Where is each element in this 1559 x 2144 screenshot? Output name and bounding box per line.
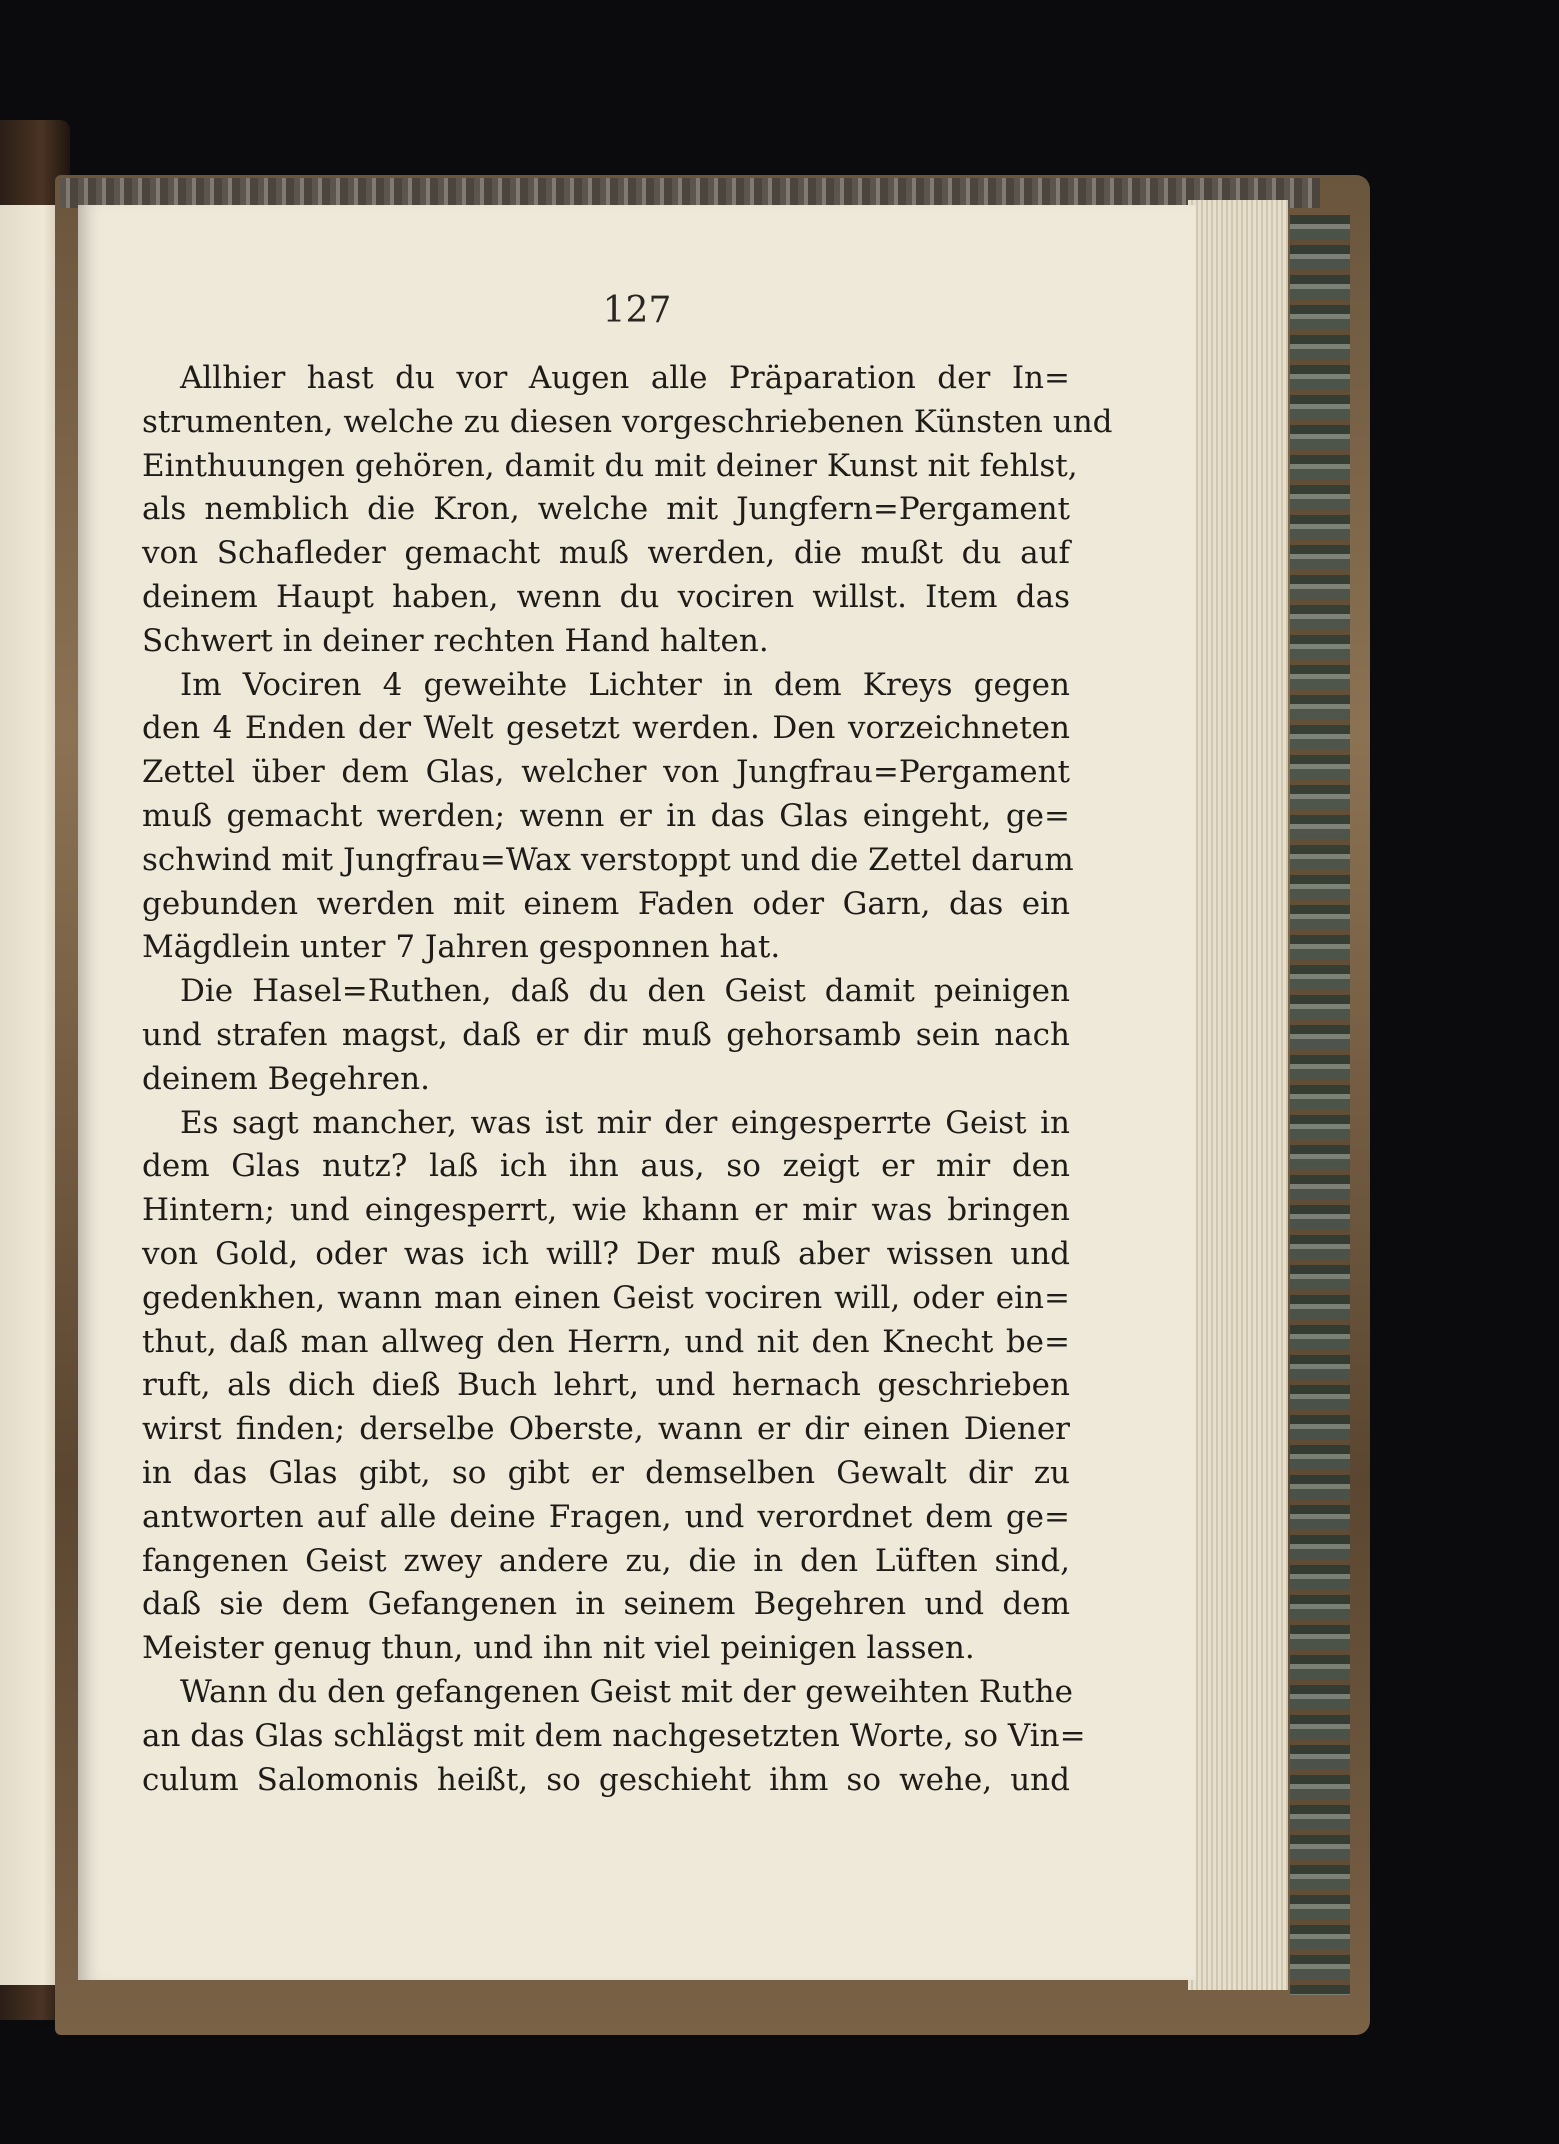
text-line: Zettel über dem Glas, welcher von Jungfrau=Pergament	[142, 754, 1070, 791]
text-line: gebunden werden mit einem Faden oder Garn, das ein	[142, 885, 1070, 922]
text-line: deinem Haupt haben, wenn du vociren willst. Item das	[142, 578, 1070, 615]
text-line: Hintern; und eingesperrt, wie khann er mir was bringen	[142, 1192, 1070, 1229]
marbled-endpaper	[1290, 215, 1350, 1995]
text-line: strumenten, welche zu diesen vorgeschriebenen Künsten und	[142, 403, 1113, 440]
text-line: Einthuungen gehören, damit du mit deiner Kunst nit fehlst,	[142, 447, 1078, 484]
text-line: von Gold, oder was ich will? Der muß aber wissen und	[142, 1235, 1070, 1272]
text-line: Die Hasel=Ruthen, daß du den Geist damit peinigen	[180, 973, 1070, 1010]
text-line: als nemblich die Kron, welche mit Jungfern=Pergament	[142, 491, 1070, 528]
text-line: thut, daß man allweg den Herrn, und nit den Knecht be=	[142, 1323, 1070, 1360]
page-stack-edge	[1188, 200, 1288, 1990]
text-line: gedenkhen, wann man einen Geist vociren will, oder ein=	[142, 1279, 1070, 1316]
text-line: Es sagt mancher, was ist mir der eingesperrte Geist in	[180, 1104, 1070, 1141]
text-line: deinem Begehren.	[142, 1060, 430, 1097]
text-line: schwind mit Jungfrau=Wax verstoppt und die Zettel darum	[142, 841, 1074, 878]
book-page	[78, 205, 1196, 1980]
text-line: culum Salomonis heißt, so geschieht ihm so wehe, und	[142, 1761, 1070, 1798]
text-line: ruft, als dich dieß Buch lehrt, und hernach geschrieben	[142, 1367, 1070, 1404]
marbled-top-edge	[60, 178, 1320, 208]
text-line: wirst finden; derselbe Oberste, wann er dir einen Diener	[142, 1411, 1070, 1448]
text-line: den 4 Enden der Welt gesetzt werden. Den vorzeichneten	[142, 710, 1070, 747]
text-line: antworten auf alle deine Fragen, und verordnet dem ge=	[142, 1498, 1070, 1535]
body-text	[142, 357, 1113, 1802]
text-line: in das Glas gibt, so gibt er demselben Gewalt dir zu	[142, 1454, 1070, 1491]
text-line: und strafen magst, daß er dir muß gehorsamb sein nach	[142, 1016, 1070, 1053]
text-line: Allhier hast du vor Augen alle Präparation der In=	[180, 360, 1070, 396]
page-number: 127	[602, 290, 672, 331]
left-facing-page-edge	[0, 205, 62, 1985]
text-line: dem Glas nutz? laß ich ihn aus, so zeigt er mir den	[142, 1148, 1070, 1185]
text-line: an das Glas schlägst mit dem nachgesetzten Worte, so Vin=	[142, 1717, 1086, 1754]
text-line: Im Vociren 4 geweihte Lichter in dem Kreys gegen	[180, 666, 1070, 703]
text-line: von Schafleder gemacht muß werden, die mußt du auf	[142, 535, 1070, 572]
text-line: Meister genug thun, und ihn nit viel peinigen lassen.	[142, 1630, 975, 1667]
text-line: Mägdlein unter 7 Jahren gesponnen hat.	[142, 929, 781, 966]
text-line: daß sie dem Gefangenen in seinem Begehren und dem	[142, 1586, 1070, 1623]
text-line: Schwert in deiner rechten Hand halten.	[142, 622, 769, 659]
text-line: fangenen Geist zwey andere zu, die in den Lüften sind,	[142, 1542, 1070, 1579]
text-line: Wann du den gefangenen Geist mit der geweihten Ruthe	[180, 1673, 1073, 1710]
text-line: muß gemacht werden; wenn er in das Glas eingeht, ge=	[142, 797, 1070, 834]
